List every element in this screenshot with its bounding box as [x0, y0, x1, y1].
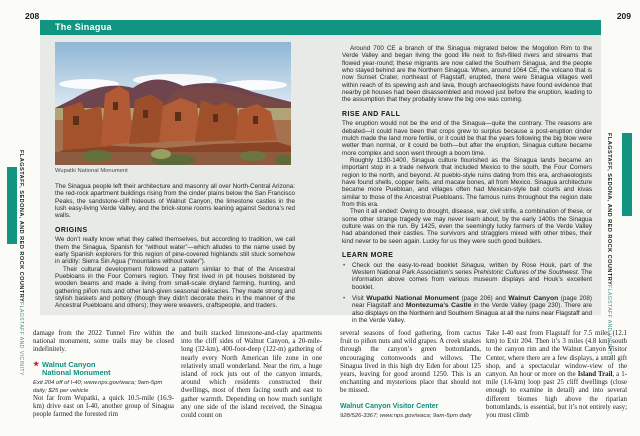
chapter-tab-section: FLAGSTAFF AND VICINITY	[18, 302, 24, 377]
canyon-life-paragraph: several seasons of food gathering, from cactus fruit to piñon nuts and wild grapes. A creek snakes through the canyon’s green bottomlands, encouraging cottonwoods and willows. The Sinagua lived in this high dry Eden for about 125 years, leaving for good around 1250. This is an enchanting and mysterious place that should not be missed.	[340, 330, 481, 395]
sinagua-feature-box	[40, 20, 601, 324]
body-column-3	[340, 330, 481, 420]
chapter-tab-marker-left	[7, 167, 17, 244]
body-column-4	[486, 330, 627, 420]
walnut-canyon-cross-reference: Walnut Canyon	[508, 294, 559, 302]
bullet-icon: •	[343, 261, 346, 269]
walnut-canyon-visitor-info: Exit 204 off of I-40; www.nps.gov/waca; 9am-5pm daily; $25 per vehicle	[33, 380, 163, 394]
directions-paragraph: Take I-40 east from Flagstaff for 7.5 miles (12.1 km) to Exit 204. Then it’s 3 miles (4.8 km) south to the canyon rim and the Walnut Canyon Visitor Center, where there are a few displays, a small gift shop, and a spectacular window-view of the canyon. An hour or more on the Island Trail, a 1-mile (1.6-km) loop past 25 cliff dwellings (close enough to examine in detail) and into several different biomes high above the riparian bottomlands, is essential, but it’s not entirely easy; you must climb	[486, 330, 628, 420]
learn-more-bullet-2: • Visit Wupatki National Monument (page 206) and Walnut Canyon (page 208) near Flagstaff and Montezuma’s Castle in the Verde Valley (page 230). There are also displays on the Northern and Southern Sinagua at all the ruins near Flagstaff and in the Verde Valley.	[343, 294, 592, 324]
chapter-tab-title: FLAGSTAFF, SEDONA, AND RED ROCK COUNTRY	[18, 150, 24, 303]
intro-paragraph: The Sinagua people left their architecture and masonry all over North-Central Arizona: the red-rock apartment buildings rising from the cinder plains below the San Francisco Peaks, the sandstone-cliff hideouts of Walnut Canyon, the limestone castles in the lush easy-living Verde Valley, and the brick-stone rooms leaning against Sedona’s red walls.	[55, 183, 295, 220]
top-sight-star-icon: ★	[33, 360, 40, 368]
page-number-left: 208	[25, 11, 40, 21]
rise-and-fall-heading: RISE AND FALL	[342, 110, 401, 118]
wupatki-cross-reference: Wupatki National Monument	[366, 294, 460, 302]
island-trail-name: Island Trail	[577, 371, 613, 379]
origins-paragraph-2: Their cultural development followed a pattern similar to that of the Ancestral Puebloans in the Four Corners region. They first lived in pit houses bolstered by wooden beams and made a living from small-scale dryland farming, hunting, and gathering piñon nuts and other land-given seasonal delicacies. They made strong and stylish baskets and pottery (though they didn’t decorate theirs in the manner of the Ancestral Puebloans and others); they were weavers, craftspeople, and traders.	[55, 265, 295, 310]
poi-name-line2: National Monument	[42, 368, 111, 378]
body-column-2	[181, 330, 322, 420]
tunnel-fire-paragraph: damage from the 2022 Tunnel Fire within the national monument, some trails may be closed indefinitely.	[33, 330, 174, 354]
chapter-tab-marker-right	[622, 133, 632, 216]
rise-paragraph-3: Then it all ended: Owing to drought, disease, war, civil strife, a combination of these, or some other strange tragedy we may never learn about, by the early 1400s the Sinagua culture was on the run. By 1425, even the seemingly lucky farmers of the Verde Valley had abandoned their castles. The survivors and stragglers mixed with other tribes, their kind never to be seen again. Lucky for us they were such good builders.	[342, 208, 592, 245]
wupatki-photo	[55, 42, 291, 165]
montezuma-castle-cross-reference: Montezuma’s Castle	[405, 302, 472, 310]
body-column-1	[33, 330, 174, 419]
poi-name-line1: Walnut Canyon	[42, 359, 96, 369]
learn-more-heading: LEARN MORE	[342, 252, 394, 260]
visitor-center-heading: Walnut Canyon Visitor Center	[340, 402, 439, 410]
learn-more-bullet-1: • Check out the easy-to-read booklet Sinagua, written by Rose Houk, part of the Western National Park Association’s series Prehistoric Cultures of the Southwest. The information above comes from various museum displays and Houk’s excellent booklet.	[343, 261, 593, 291]
walnut-canyon-poi-heading	[33, 361, 174, 378]
series-title: Prehistoric Cultures of the Southwest	[473, 268, 578, 276]
feature-box-left-column	[55, 42, 295, 310]
feature-box-title: The Sinagua	[55, 22, 112, 32]
feature-box-header	[40, 20, 601, 35]
bullet-icon: •	[343, 294, 346, 302]
page-number-right: 209	[616, 11, 631, 21]
chapter-tab-left	[18, 150, 24, 376]
chapter-tab-section: FLAGSTAFF AND VICINITY	[606, 285, 612, 360]
booklet-title: Sinagua	[460, 261, 485, 269]
walnut-canyon-description-paragraph: and built stacked limestone-and-clay apartments into the cliff sides of Walnut Canyon, a 20-mile-long (32-km), 400-foot-deep (122-m) gathering of nearly every North American life zone in one relatively small wonderland. Near the rim, a huge island of rock juts out of the canyon innards, around which residents constructed their dwellings, most of them facing south and east to gather warmth. Depending on how much sunlight any one side of the island received, the Sinagua could count on	[181, 330, 322, 420]
feature-box-right-column	[342, 45, 592, 328]
rise-paragraph-1: The eruption would not be the end of the Sinagua—quite the contrary. The reasons are debated—it could have been that crops grew to surplus because a post-eruption cinder mulch made the land more fertile, or it could be that the years following the big blow were wetter than normal, or it could be both—but after the eruption, Sinagua culture became more complex and soon went through a boom time.	[342, 120, 592, 157]
chapter-tab-title: FLAGSTAFF, SEDONA, AND RED ROCK COUNTRY	[606, 133, 612, 286]
walnut-canyon-intro-paragraph: Not far from Wupatki, a quick 10.5-mile (16.9-km) drive east on I-40, another group of Sinagua people farmed the forested rim	[33, 394, 174, 419]
wupatki-ruins-illustration	[55, 42, 291, 165]
rise-paragraph-2: Roughly 1130-1400, Sinagua culture flourished as the Sinagua lands became an important stop in a trade network that included Mexico to the south, the Four Corners region to the north, and beyond. At pueblo-style ruins dating from this era, archaeologists have found shells, copper bells, and macaw bones, all from Mexico. Sinagua architecture became more Puebloan, and villages often had Mexican-style ball courts and kivas similar to those of the Ancestral Puebloans. The famous ruins throughout the region date from this era.	[342, 156, 592, 209]
chapter-tab-right	[606, 133, 612, 359]
visitor-center-info: 928/526-3367; www.nps.gov/waca; 9am-5pm daily	[340, 413, 472, 420]
origins-paragraph-1: We don’t really know what they called themselves, but according to tradition, we call them the Sinagua, Spanish for “without water”—which alludes to the name used by early Spanish explorers for this region of pine-covered highlands still stuck somehow in aridity: Sierra Sin Agua (“mountains without water”).	[55, 236, 295, 266]
origins-heading: ORIGINS	[55, 226, 88, 234]
photo-caption: Wupatki National Monument	[55, 168, 128, 174]
origins-paragraph-3: Around 700 CE a branch of the Sinagua migrated below the Mogollon Rim to the Verde Valley and began living the good life next to fish-filled rivers and streams that flowed year-round; these migrants are now called the Southern Sinagua, and the people who stayed behind are the Northern Sinagua. When, around 1064 CE, the volcano that is now Sunset Crater, northeast of Flagstaff, erupted, there were Sinagua villages well within reach of its spewing ash and lava, though archaeologists have found evidence that nearby pit houses had been disassembled and moved just before the eruption, leading to the assumption that they probably knew the big one was coming.	[342, 45, 592, 104]
